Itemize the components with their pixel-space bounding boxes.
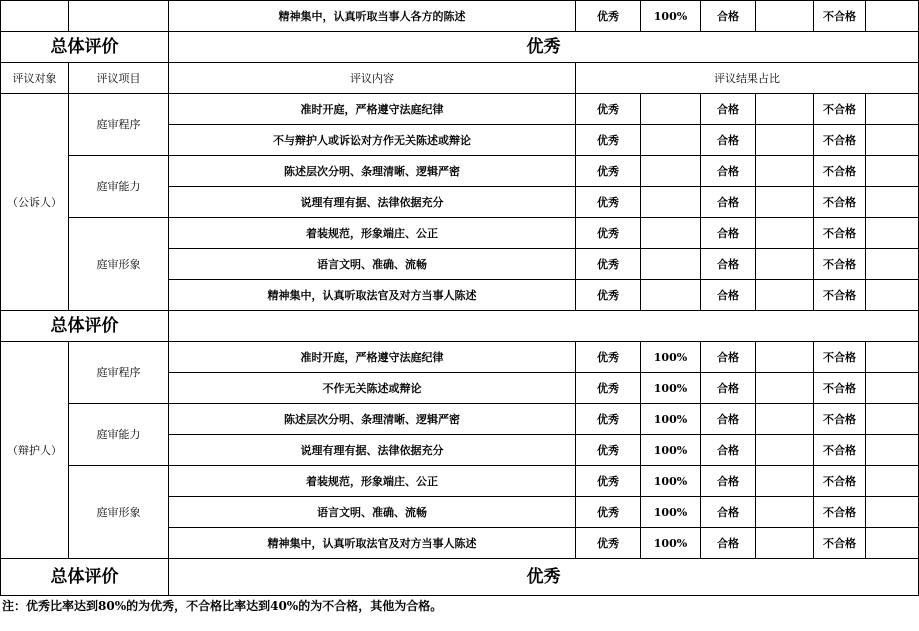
fail-cell: 不合格	[814, 342, 866, 373]
empty-cell	[756, 218, 814, 249]
empty-cell	[756, 280, 814, 311]
empty-cell	[756, 497, 814, 528]
empty-cell	[756, 373, 814, 404]
empty-cell	[1, 1, 69, 32]
footnote: 注：优秀比率达到80%的为优秀，不合格比率达到40%的为不合格，其他为合格。	[2, 599, 443, 613]
fail-cell: 不合格	[814, 94, 866, 125]
empty-cell	[866, 404, 919, 435]
overall-value	[169, 311, 919, 342]
pass-cell: 合格	[701, 94, 756, 125]
fail-cell: 不合格	[814, 528, 866, 559]
fail-cell: 不合格	[814, 125, 866, 156]
pass-cell: 合格	[701, 1, 756, 32]
overall-value: 优秀	[169, 559, 919, 596]
header-row	[1, 63, 919, 94]
empty-cell	[756, 342, 814, 373]
fail-cell: 不合格	[814, 466, 866, 497]
empty-cell	[866, 435, 919, 466]
percent-cell: 100%	[641, 373, 701, 404]
percent-cell: 100%	[641, 404, 701, 435]
pass-cell: 合格	[701, 373, 756, 404]
content-cell: 精神集中，认真听取当事人各方的陈述	[169, 1, 576, 32]
excellent-cell: 优秀	[576, 404, 641, 435]
fail-cell: 不合格	[814, 187, 866, 218]
empty-cell	[866, 94, 919, 125]
empty-cell	[756, 187, 814, 218]
fail-cell: 不合格	[814, 280, 866, 311]
header-content: 评议内容	[169, 63, 576, 94]
content-cell: 准时开庭，严格遵守法庭纪律	[169, 342, 576, 373]
header-object: 评议对象	[1, 63, 69, 94]
empty-cell	[641, 218, 701, 249]
empty-cell	[641, 280, 701, 311]
pass-cell: 合格	[701, 497, 756, 528]
excellent-cell: 优秀	[576, 249, 641, 280]
empty-cell	[69, 1, 169, 32]
content-cell: 不作无关陈述或辩论	[169, 373, 576, 404]
content-cell: 着装规范，形象端庄、公正	[169, 466, 576, 497]
empty-cell	[756, 404, 814, 435]
overall-value: 优秀	[169, 32, 919, 63]
percent-cell: 100%	[641, 435, 701, 466]
table-row	[1, 218, 919, 249]
empty-cell	[641, 94, 701, 125]
content-cell: 着装规范，形象端庄、公正	[169, 218, 576, 249]
table-row	[1, 156, 919, 187]
pass-cell: 合格	[701, 187, 756, 218]
excellent-cell: 优秀	[576, 94, 641, 125]
excellent-cell: 优秀	[576, 280, 641, 311]
table-row	[1, 94, 919, 125]
empty-cell	[866, 528, 919, 559]
fail-cell: 不合格	[814, 404, 866, 435]
object-defender: （辩护人）	[1, 342, 69, 559]
excellent-cell: 优秀	[576, 156, 641, 187]
excellent-cell: 优秀	[576, 497, 641, 528]
empty-cell	[866, 156, 919, 187]
table-row	[1, 1, 919, 32]
pass-cell: 合格	[701, 435, 756, 466]
content-cell: 说理有理有据、法律依据充分	[169, 187, 576, 218]
excellent-cell: 优秀	[576, 373, 641, 404]
content-cell: 语言文明、准确、流畅	[169, 497, 576, 528]
overall-label: 总体评价	[1, 311, 169, 342]
percent-cell: 100%	[641, 497, 701, 528]
fail-cell: 不合格	[814, 497, 866, 528]
overall-row	[1, 32, 919, 63]
percent-cell: 100%	[641, 466, 701, 497]
empty-cell	[866, 125, 919, 156]
object-prosecutor: （公诉人）	[1, 94, 69, 311]
empty-cell	[866, 466, 919, 497]
excellent-cell: 优秀	[576, 528, 641, 559]
percent-cell: 100%	[641, 528, 701, 559]
pass-cell: 合格	[701, 125, 756, 156]
empty-cell	[641, 156, 701, 187]
item-image: 庭审形象	[69, 218, 169, 311]
excellent-cell: 优秀	[576, 1, 641, 32]
empty-cell	[756, 435, 814, 466]
excellent-cell: 优秀	[576, 466, 641, 497]
pass-cell: 合格	[701, 156, 756, 187]
empty-cell	[756, 156, 814, 187]
empty-cell	[866, 497, 919, 528]
excellent-cell: 优秀	[576, 342, 641, 373]
empty-cell	[756, 528, 814, 559]
table-row	[1, 404, 919, 435]
pass-cell: 合格	[701, 342, 756, 373]
item-procedure: 庭审程序	[69, 342, 169, 404]
empty-cell	[756, 466, 814, 497]
item-ability: 庭审能力	[69, 156, 169, 218]
empty-cell	[866, 249, 919, 280]
empty-cell	[866, 342, 919, 373]
fail-cell: 不合格	[814, 156, 866, 187]
item-procedure: 庭审程序	[69, 94, 169, 156]
empty-cell	[866, 373, 919, 404]
excellent-cell: 优秀	[576, 125, 641, 156]
excellent-cell: 优秀	[576, 435, 641, 466]
content-cell: 不与辩护人或诉讼对方作无关陈述或辩论	[169, 125, 576, 156]
percent-cell: 100%	[641, 1, 701, 32]
empty-cell	[641, 249, 701, 280]
content-cell: 准时开庭，严格遵守法庭纪律	[169, 94, 576, 125]
header-item: 评议项目	[69, 63, 169, 94]
overall-label: 总体评价	[1, 559, 169, 596]
overall-row	[1, 559, 919, 596]
excellent-cell: 优秀	[576, 218, 641, 249]
empty-cell	[866, 218, 919, 249]
fail-cell: 不合格	[814, 373, 866, 404]
fail-cell: 不合格	[814, 435, 866, 466]
overall-label: 总体评价	[1, 32, 169, 63]
pass-cell: 合格	[701, 218, 756, 249]
pass-cell: 合格	[701, 528, 756, 559]
content-cell: 陈述层次分明、条理清晰、逻辑严密	[169, 404, 576, 435]
header-result: 评议结果占比	[576, 63, 919, 94]
empty-cell	[866, 1, 919, 32]
empty-cell	[756, 125, 814, 156]
content-cell: 精神集中，认真听取法官及对方当事人陈述	[169, 280, 576, 311]
content-cell: 陈述层次分明、条理清晰、逻辑严密	[169, 156, 576, 187]
empty-cell	[641, 187, 701, 218]
pass-cell: 合格	[701, 280, 756, 311]
empty-cell	[866, 187, 919, 218]
fail-cell: 不合格	[814, 218, 866, 249]
empty-cell	[641, 125, 701, 156]
content-cell: 说理有理有据、法律依据充分	[169, 435, 576, 466]
content-cell: 精神集中，认真听取法官及对方当事人陈述	[169, 528, 576, 559]
pass-cell: 合格	[701, 404, 756, 435]
item-image: 庭审形象	[69, 466, 169, 559]
empty-cell	[866, 280, 919, 311]
pass-cell: 合格	[701, 249, 756, 280]
table-row	[1, 342, 919, 373]
overall-row	[1, 311, 919, 342]
percent-cell: 100%	[641, 342, 701, 373]
empty-cell	[756, 249, 814, 280]
fail-cell: 不合格	[814, 1, 866, 32]
table-row	[1, 466, 919, 497]
item-ability: 庭审能力	[69, 404, 169, 466]
empty-cell	[756, 1, 814, 32]
pass-cell: 合格	[701, 466, 756, 497]
excellent-cell: 优秀	[576, 187, 641, 218]
content-cell: 语言文明、准确、流畅	[169, 249, 576, 280]
fail-cell: 不合格	[814, 249, 866, 280]
empty-cell	[756, 94, 814, 125]
